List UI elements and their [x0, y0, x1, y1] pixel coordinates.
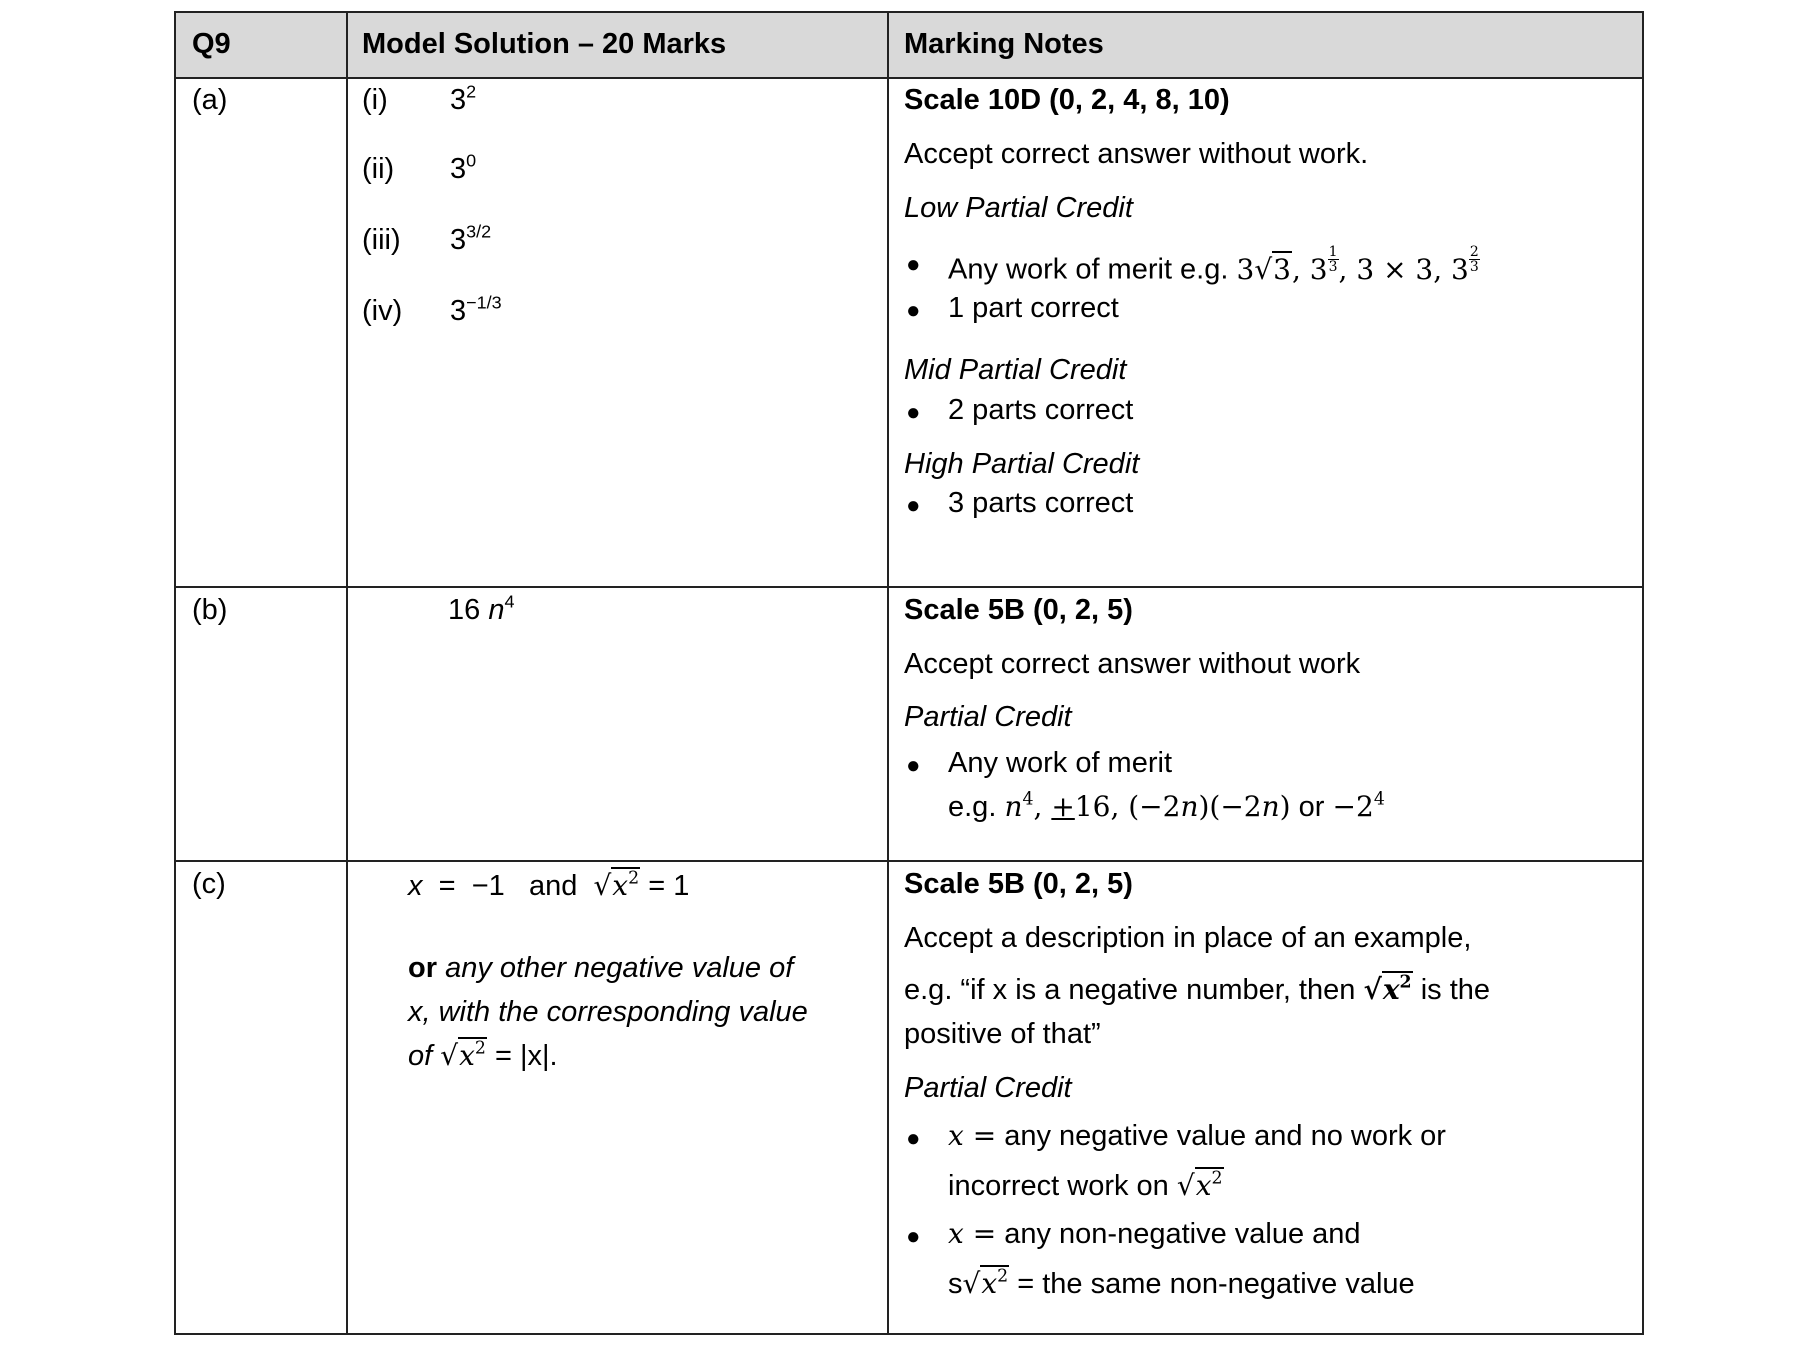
part-label: (iv) [362, 295, 403, 327]
accept-note: Accept correct answer without work. [904, 138, 1369, 170]
header-question: Q9 [192, 28, 231, 60]
model-solution-b: 16 $n^4$ [448, 591, 515, 626]
partial-credit-bullet-2-line-1: x = any non-negative value and [948, 1217, 1361, 1250]
partial-credit-examples: e.g. $n^4$, +16, (−2n)(−2n) or $-2^4$ [948, 789, 1385, 823]
answer: $3^0$ [450, 150, 477, 185]
scale-label: Scale 5B (0, 2, 5) [904, 868, 1133, 900]
bullet-icon: ● [906, 752, 921, 779]
partial-credit-bullet-1: Any work of merit [948, 747, 1172, 779]
high-partial-credit-heading: High Partial Credit [904, 448, 1140, 480]
header-model-solution: Model Solution – 20 Marks [362, 28, 727, 60]
low-credit-bullet-2: 1 part correct [948, 292, 1119, 324]
solution-c-alternative-line-1: or any other negative value of [408, 952, 794, 984]
partial-credit-bullet-1-line-1: x = any negative value and no work or [948, 1119, 1446, 1152]
answer: $3^{-1/3}$ [450, 292, 502, 327]
solution-c-alternative-line-3: of $√x^2 = |x|$. [408, 1038, 558, 1072]
accept-note-line-3: positive of that” [904, 1018, 1101, 1050]
bullet-icon: ● [906, 1223, 921, 1250]
bullet-icon: ● [906, 297, 921, 324]
partial-credit-heading: Partial Credit [904, 701, 1072, 733]
accept-note: Accept correct answer without work [904, 648, 1361, 680]
part-label: (iii) [362, 224, 401, 256]
marking-scheme-table [174, 11, 1644, 1335]
accept-note-line-2: e.g. “if x is a negative number, then $√x^2$ is the [904, 972, 1491, 1006]
column-divider-2 [887, 13, 889, 1333]
solution-c-example: x = −1 and $√x^2 = 1$ [408, 868, 690, 902]
partial-credit-bullet-1-line-2: incorrect work on $√x^2$ [948, 1168, 1223, 1202]
part-label: (ii) [362, 153, 395, 185]
scale-label: Scale 5B (0, 2, 5) [904, 594, 1133, 626]
row-label-a: (a) [192, 84, 228, 116]
answer: $3^{3/2}$ [450, 221, 492, 256]
scale-label: Scale 10D (0, 2, 4, 8, 10) [904, 84, 1230, 116]
low-credit-bullet-1: Any work of merit e.g. 3√3, 3 $\frac{1}{3}$ , 3 × 3, 3 $\frac{2}{3}$ [948, 244, 1479, 286]
header-divider [176, 77, 1642, 79]
header-marking-notes: Marking Notes [904, 28, 1104, 60]
bullet-icon: ● [906, 492, 921, 519]
row-label-c: (c) [192, 868, 226, 900]
mid-partial-credit-heading: Mid Partial Credit [904, 354, 1127, 386]
part-label: (i) [362, 84, 388, 116]
mid-credit-bullet-1: 2 parts correct [948, 394, 1134, 426]
marking-notes-a [904, 83, 1634, 583]
bullet-icon: ● [906, 251, 921, 278]
model-solution-a [362, 83, 882, 563]
marking-notes-c [904, 867, 1634, 1327]
row-label-b: (b) [192, 594, 228, 626]
bullet-icon: ● [906, 1125, 921, 1152]
row-a-divider [176, 586, 1642, 588]
model-solution-c [408, 867, 878, 1167]
marking-notes-b [904, 593, 1634, 853]
bullet-icon: ● [906, 399, 921, 426]
accept-note-line-1: Accept a description in place of an example, [904, 922, 1472, 954]
low-partial-credit-heading: Low Partial Credit [904, 192, 1133, 224]
row-b-divider [176, 860, 1642, 862]
partial-credit-heading: Partial Credit [904, 1072, 1072, 1104]
partial-credit-bullet-2-line-2: $s√x^2$ = the same non-negative value [948, 1266, 1415, 1300]
solution-c-alternative-line-2: x, with the corresponding value [408, 996, 808, 1028]
high-credit-bullet-1: 3 parts correct [948, 487, 1134, 519]
answer: $3^2$ [450, 81, 477, 116]
column-divider-1 [346, 13, 348, 1333]
